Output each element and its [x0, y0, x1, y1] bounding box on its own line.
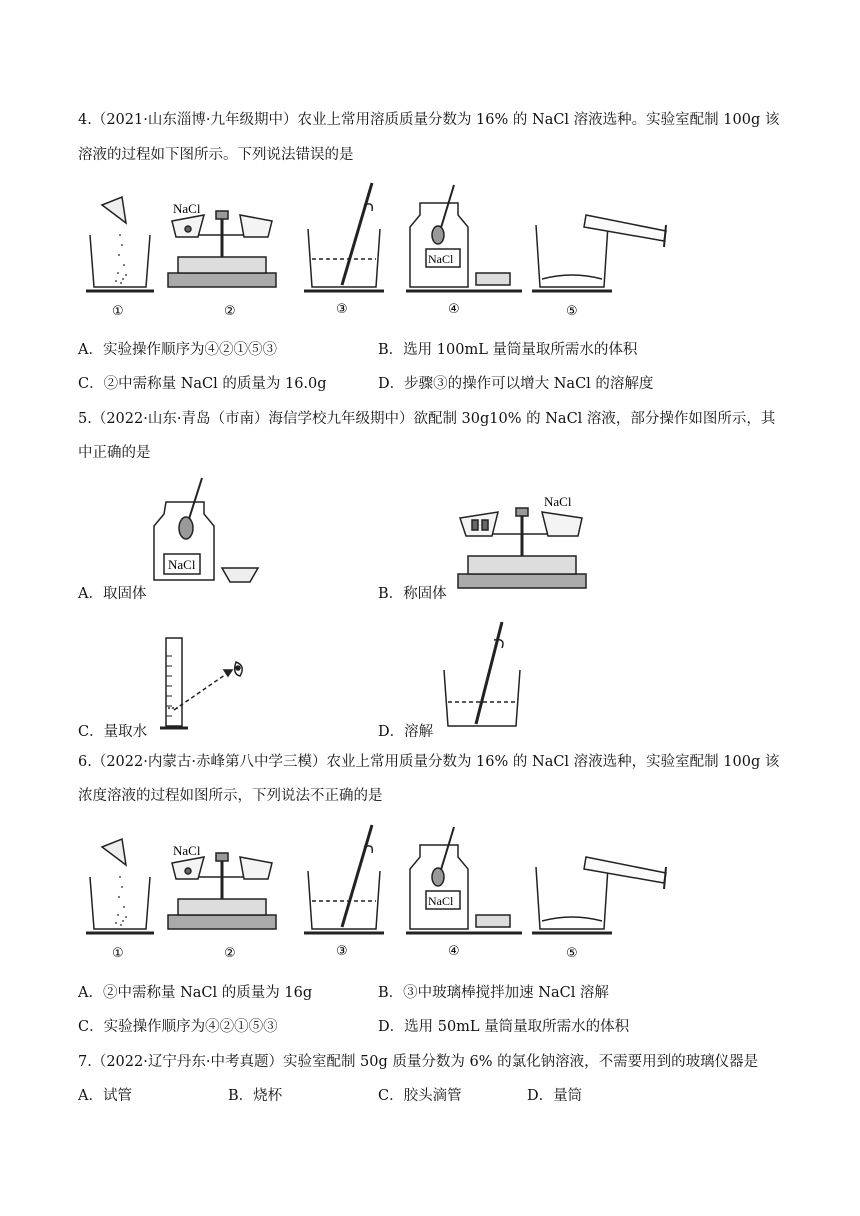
q6-stem-line1: 6.（2022·内蒙古·赤峰第八中学三模）农业上常用质量分数为 16% 的 NaCl 溶液选种，实验室配制 100g 该 — [78, 754, 780, 770]
step2-balance — [168, 211, 276, 287]
q5-fig-weigh-solid — [454, 488, 594, 592]
q7-option-c[interactable]: C．胶头滴管 — [378, 1088, 462, 1104]
q6-option-c[interactable]: C．实验操作顺序为④②①⑤③ — [78, 1019, 278, 1035]
q5-option-c[interactable]: C．量取水 — [78, 724, 148, 740]
q4-stem-line2: 溶液的过程如下图所示。下列说法错误的是 — [78, 147, 354, 163]
q4-experiment-figure — [80, 175, 700, 325]
q7-option-d[interactable]: D．量筒 — [527, 1088, 583, 1104]
q5-fig-b-label: NaCl — [544, 494, 572, 509]
step5-cylinder-pouring — [532, 857, 666, 933]
q6-experiment-figure — [80, 817, 700, 967]
q6-fig-label-nacl-bottle: NaCl — [428, 894, 454, 908]
step4-reagent-bottle — [406, 827, 522, 933]
q4-step-3: ③ — [336, 302, 348, 317]
q4-step-4: ④ — [448, 302, 460, 317]
q6-option-b[interactable]: B．③中玻璃棒搅拌加速 NaCl 溶解 — [378, 985, 609, 1001]
q5-stem-line2: 中正确的是 — [78, 445, 151, 461]
q6-option-a[interactable]: A．②中需称量 NaCl 的质量为 16g — [78, 985, 313, 1001]
q7-option-a[interactable]: A．试管 — [78, 1088, 132, 1104]
q4-stem-line1: 4.（2021·山东淄博·九年级期中）农业上常用溶质质量分数为 16% 的 NaCl 溶液选种。实验室配制 100g 该 — [78, 112, 780, 128]
q5-fig-take-solid — [150, 472, 262, 584]
q4-option-d[interactable]: D．步骤③的操作可以增大 NaCl 的溶解度 — [378, 376, 654, 392]
step3-stirring-beaker — [304, 825, 384, 933]
q5-fig-measure-water — [158, 636, 258, 736]
q6-step-1: ① — [112, 946, 124, 961]
q5-fig-a-label: NaCl — [168, 557, 196, 572]
q5-stem-line1: 5.（2022·山东·青岛（市南）海信学校九年级期中）欲配制 30g10% 的 NaCl 溶液，部分操作如图所示，其 — [78, 411, 776, 427]
q6-step-5: ⑤ — [566, 946, 578, 961]
q6-fig-label-nacl-balance: NaCl — [173, 843, 201, 858]
q6-step-4: ④ — [448, 944, 460, 959]
q4-option-a[interactable]: A．实验操作顺序为④②①⑤③ — [78, 342, 277, 358]
step1-pouring-beaker — [86, 839, 154, 933]
q5-option-a[interactable]: A．取固体 — [78, 586, 147, 602]
q4-fig-label-nacl-bottle: NaCl — [428, 252, 454, 266]
q5-option-b[interactable]: B．称固体 — [378, 586, 447, 602]
q4-option-b[interactable]: B．选用 100mL 量筒量取所需水的体积 — [378, 342, 638, 358]
step5-cylinder-pouring — [532, 215, 666, 291]
q5-fig-dissolve — [438, 618, 538, 738]
step2-balance — [168, 853, 276, 929]
q6-step-3: ③ — [336, 944, 348, 959]
step3-stirring-beaker — [304, 183, 384, 291]
step1-pouring-beaker — [86, 197, 154, 291]
step4-reagent-bottle — [406, 185, 522, 291]
q7-stem-line1: 7.（2022·辽宁丹东·中考真题）实验室配制 50g 质量分数为 6% 的氯化钠溶液，不需要用到的玻璃仪器是 — [78, 1054, 759, 1070]
q6-stem-line2: 浓度溶液的过程如图所示，下列说法不正确的是 — [78, 788, 383, 804]
q6-option-d[interactable]: D．选用 50mL 量筒量取所需水的体积 — [378, 1019, 630, 1035]
q4-option-c[interactable]: C．②中需称量 NaCl 的质量为 16.0g — [78, 376, 327, 392]
q4-step-1: ① — [112, 304, 124, 319]
q6-step-2: ② — [224, 946, 236, 961]
q7-option-b[interactable]: B．烧杯 — [228, 1088, 283, 1104]
q4-fig-label-nacl-balance: NaCl — [173, 201, 201, 216]
q5-option-d[interactable]: D．溶解 — [378, 724, 434, 740]
q4-step-2: ② — [224, 304, 236, 319]
q4-step-5: ⑤ — [566, 304, 578, 319]
